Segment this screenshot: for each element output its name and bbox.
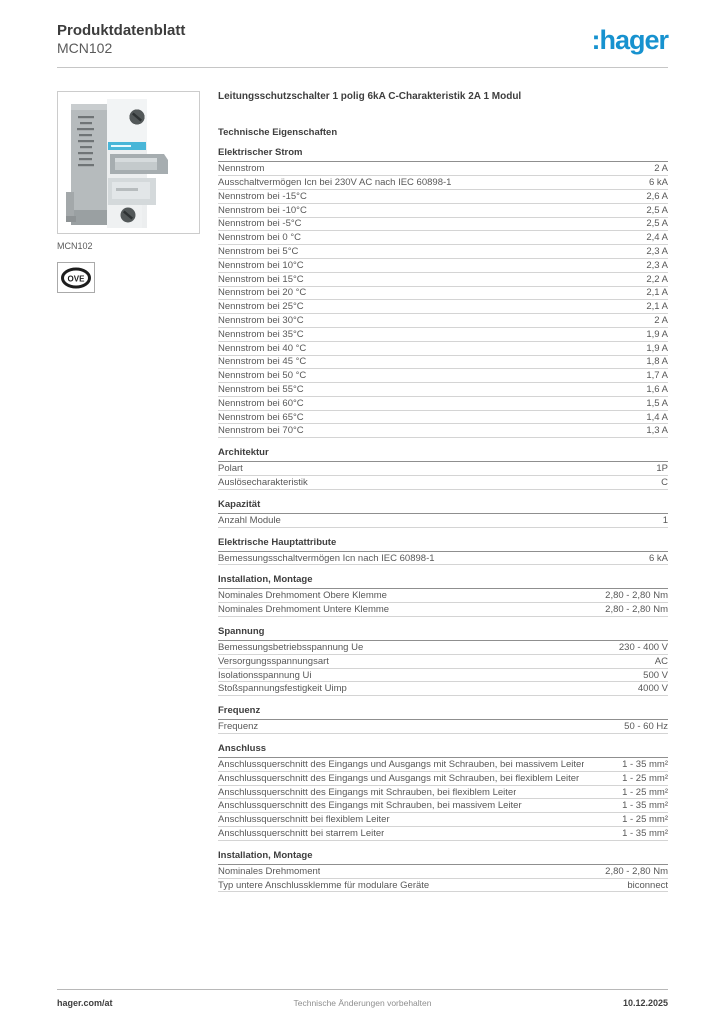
section-rows <box>218 462 668 490</box>
spec-label: Nennstrom bei 50 °C <box>218 370 307 382</box>
section-rows <box>218 589 668 617</box>
spec-value: 1 - 25 mm² <box>622 772 668 784</box>
spec-value: 2,80 - 2,80 Nm <box>605 590 668 602</box>
ove-oval-icon <box>60 266 92 290</box>
spec-label: Nennstrom bei 55°C <box>218 383 304 395</box>
spec-label: Isolationsspannung Ui <box>218 669 312 681</box>
spec-value: 2,2 A <box>646 273 668 285</box>
spec-label: Nennstrom bei -15°C <box>218 190 307 202</box>
spec-label: Auslösecharakteristik <box>218 476 308 488</box>
spec-value: 2 A <box>654 163 668 175</box>
spec-row <box>218 245 668 259</box>
spec-value: 2,6 A <box>646 190 668 202</box>
spec-value: 1,9 A <box>646 342 668 354</box>
section-rows <box>218 720 668 734</box>
product-title: Leitungsschutzschalter 1 polig 6kA C-Charakteristik 2A 1 Modul <box>218 91 522 103</box>
spec-value: 2,4 A <box>646 232 668 244</box>
spec-value: 6 kA <box>648 552 668 564</box>
spec-section <box>218 148 668 438</box>
section-rows <box>218 758 668 841</box>
section-title: Elektrischer Strom <box>218 148 668 162</box>
spec-sections <box>218 148 668 892</box>
spec-row <box>218 462 668 476</box>
hager-logo: :hager <box>591 25 668 55</box>
spec-value: 2,5 A <box>646 204 668 216</box>
spec-value: 50 - 60 Hz <box>624 721 668 733</box>
spec-section <box>218 500 668 528</box>
spec-value: 4000 V <box>637 683 668 695</box>
spec-row <box>218 397 668 411</box>
spec-value: 2,80 - 2,80 Nm <box>605 865 668 877</box>
section-rows <box>218 514 668 528</box>
spec-value: 1,6 A <box>646 383 668 395</box>
spec-row <box>218 827 668 841</box>
footer-disclaimer: Technische Änderungen vorbehalten <box>293 998 432 1008</box>
spec-label: Anschlussquerschnitt bei flexiblem Leiter <box>218 814 390 826</box>
spec-value: 230 - 400 V <box>618 641 668 653</box>
spec-value: 1,5 A <box>646 397 668 409</box>
spec-label: Nominales Drehmoment <box>218 865 321 877</box>
spec-row <box>218 259 668 273</box>
spec-value: 6 kA <box>648 177 668 189</box>
product-image <box>57 91 200 234</box>
spec-label: Typ untere Anschlussklemme für modulare Geräte <box>218 879 430 891</box>
section-title: Elektrische Hauptattribute <box>218 538 668 552</box>
spec-row <box>218 669 668 683</box>
spec-value: 1,7 A <box>646 370 668 382</box>
spec-label: Anschlussquerschnitt des Eingangs und Ausgangs mit Schrauben, bei massivem Leiter <box>218 758 585 770</box>
section-title: Frequenz <box>218 706 668 720</box>
spec-row <box>218 772 668 786</box>
product-image-caption: MCN102 <box>57 241 93 252</box>
spec-row <box>218 287 668 301</box>
spec-label: Nennstrom bei 60°C <box>218 397 304 409</box>
spec-label: Bemessungsschaltvermögen Icn nach IEC 60898-1 <box>218 552 435 564</box>
spec-label: Anschlussquerschnitt bei starrem Leiter <box>218 827 385 839</box>
spec-label: Nennstrom bei 30°C <box>218 315 304 326</box>
tech-properties-heading: Technische Eigenschaften <box>218 127 338 139</box>
spec-label: Versorgungsspannungsart <box>218 655 329 667</box>
spec-label: Nennstrom bei 35°C <box>218 328 304 340</box>
spec-section <box>218 706 668 734</box>
spec-row <box>218 176 668 190</box>
content-area <box>57 91 668 892</box>
footer-date: 10.12.2025 <box>622 998 668 1008</box>
spec-row <box>218 190 668 204</box>
section-title: Anschluss <box>218 744 668 758</box>
spec-label: Anschlussquerschnitt des Eingangs und Ausgangs mit Schrauben, bei flexiblem Leiter <box>218 772 580 784</box>
spec-row <box>218 589 668 603</box>
spec-row <box>218 162 668 176</box>
footer-website-link[interactable]: hager.com/at <box>57 998 113 1008</box>
ove-certification-logo <box>57 262 95 293</box>
spec-value: 2,3 A <box>646 259 668 271</box>
spec-value: 1 - 25 mm² <box>622 814 668 826</box>
spec-value: 2,3 A <box>646 246 668 258</box>
page-footer <box>57 989 668 1008</box>
spec-row <box>218 865 668 879</box>
section-rows <box>218 552 668 566</box>
spec-label: Frequenz <box>218 721 259 733</box>
spec-row <box>218 641 668 655</box>
spec-value: C <box>661 476 668 488</box>
spec-row <box>218 383 668 397</box>
spec-label: Nominales Drehmoment Obere Klemme <box>218 590 387 602</box>
spec-row <box>218 786 668 800</box>
spec-label: Nennstrom bei 15°C <box>218 273 304 285</box>
spec-label: Anschlussquerschnitt des Eingangs mit Schrauben, bei flexiblem Leiter <box>218 786 517 798</box>
spec-row <box>218 514 668 528</box>
section-rows <box>218 865 668 893</box>
spec-value: 1,3 A <box>646 425 668 437</box>
spec-label: Stoßspannungsfestigkeit Uimp <box>218 683 347 695</box>
spec-main <box>218 91 668 892</box>
spec-row <box>218 655 668 669</box>
spec-label: Nennstrom bei 45 °C <box>218 356 307 368</box>
spec-label: Nennstrom bei 25°C <box>218 301 304 313</box>
spec-row <box>218 314 668 328</box>
spec-row <box>218 218 668 232</box>
spec-row <box>218 720 668 734</box>
section-title: Installation, Montage <box>218 575 668 589</box>
section-title: Kapazität <box>218 500 668 514</box>
spec-value: 1P <box>656 463 668 475</box>
spec-value: 1,9 A <box>646 328 668 340</box>
spec-value: 1 <box>662 514 668 526</box>
spec-value: AC <box>654 655 668 667</box>
spec-value: 1 - 35 mm² <box>622 827 668 839</box>
section-title: Installation, Montage <box>218 851 668 865</box>
header-divider <box>57 67 668 68</box>
spec-value: 2,80 - 2,80 Nm <box>605 604 668 616</box>
spec-value: 1,4 A <box>646 411 668 423</box>
spec-label: Nennstrom bei 20 °C <box>218 287 307 299</box>
doc-title: Produktdatenblatt <box>57 22 186 39</box>
spec-row <box>218 273 668 287</box>
spec-section <box>218 448 668 490</box>
spec-row <box>218 356 668 370</box>
spec-row <box>218 411 668 425</box>
spec-row <box>218 300 668 314</box>
spec-row <box>218 424 668 438</box>
spec-label: Polart <box>218 463 243 475</box>
section-rows <box>218 641 668 696</box>
ove-text: OVE <box>67 274 85 284</box>
spec-label: Nennstrom bei -5°C <box>218 218 302 230</box>
section-title: Spannung <box>218 627 668 641</box>
circuit-breaker-illustration <box>58 92 199 233</box>
spec-label: Nennstrom bei 5°C <box>218 246 299 258</box>
spec-value: 1 - 35 mm² <box>622 758 668 770</box>
section-rows <box>218 162 668 438</box>
spec-section <box>218 575 668 617</box>
spec-section <box>218 538 668 566</box>
spec-value: 2,5 A <box>646 218 668 230</box>
spec-section <box>218 627 668 696</box>
spec-value: biconnect <box>627 879 668 891</box>
product-code: MCN102 <box>57 40 113 57</box>
spec-value: 500 V <box>643 669 668 681</box>
spec-row <box>218 476 668 490</box>
spec-row <box>218 879 668 893</box>
spec-label: Ausschaltvermögen Icn bei 230V AC nach IEC 60898-1 <box>218 177 452 189</box>
section-title: Architektur <box>218 448 668 462</box>
product-media-column <box>57 91 200 892</box>
spec-row <box>218 799 668 813</box>
spec-row <box>218 342 668 356</box>
spec-row <box>218 328 668 342</box>
spec-value: 1 - 35 mm² <box>622 800 668 812</box>
spec-label: Nennstrom bei 0 °C <box>218 232 301 244</box>
page-header <box>57 22 668 56</box>
spec-row <box>218 204 668 218</box>
spec-section <box>218 851 668 893</box>
spec-row <box>218 552 668 566</box>
spec-row <box>218 603 668 617</box>
spec-section <box>218 744 668 841</box>
spec-row <box>218 231 668 245</box>
spec-row <box>218 369 668 383</box>
spec-label: Nennstrom bei 10°C <box>218 259 304 271</box>
spec-label: Nennstrom bei -10°C <box>218 204 307 216</box>
spec-row <box>218 813 668 827</box>
spec-label: Nennstrom bei 70°C <box>218 425 304 437</box>
spec-row <box>218 758 668 772</box>
spec-label: Anschlussquerschnitt des Eingangs mit Schrauben, bei massivem Leiter <box>218 800 522 812</box>
header-titles <box>57 22 185 56</box>
spec-label: Anzahl Module <box>218 514 281 526</box>
spec-value: 2,1 A <box>646 287 668 299</box>
spec-label: Nennstrom bei 65°C <box>218 411 304 423</box>
spec-value: 1,8 A <box>646 356 668 368</box>
spec-value: 2,1 A <box>646 301 668 313</box>
spec-label: Nominales Drehmoment Untere Klemme <box>218 604 390 616</box>
spec-value: 2 A <box>654 315 668 326</box>
spec-label: Nennstrom <box>218 163 265 175</box>
spec-label: Bemessungsbetriebsspannung Ue <box>218 641 364 653</box>
spec-label: Nennstrom bei 40 °C <box>218 342 307 354</box>
spec-value: 1 - 25 mm² <box>622 786 668 798</box>
spec-row <box>218 682 668 696</box>
